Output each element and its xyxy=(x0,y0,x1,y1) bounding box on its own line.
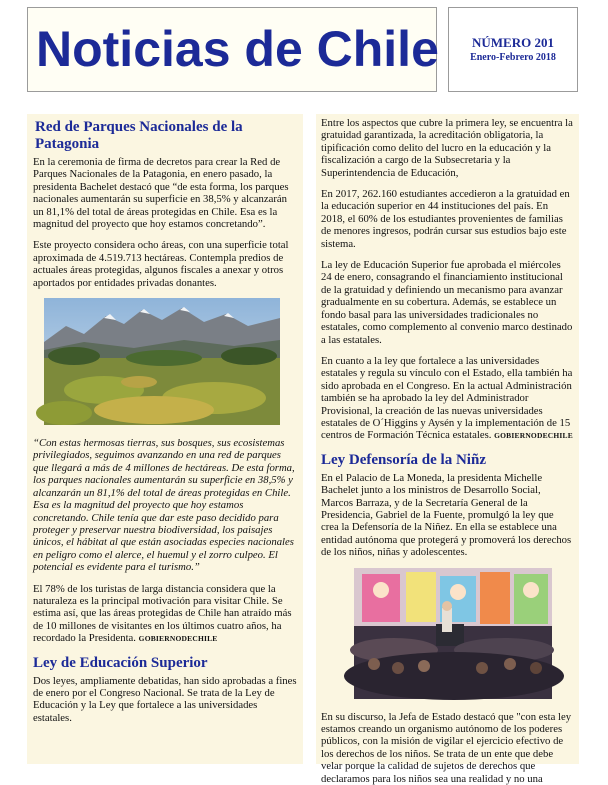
article-paragraph: Dos leyes, ampliamente debatidas, han sido aprobadas a fines de enero por el Congreso Nacional. Se trata de la Ley de Educación y la Ley que fortalece a las universidades estatales. xyxy=(33,674,297,724)
right-column xyxy=(316,114,579,785)
article-paragraph: En el Palacio de La Moneda, la presidenta Michelle Bachelet junto a los ministros de Desarrollo Social, Marcos Barraza, y de la Secretaría General de la Presidencia, Gabriel de la Fuente, promulgó la ley que crea la Defensoría de la Niñez. En ella se establece una entidad autónoma que protegerá y promoverá los derechos de los niños, niñas y adolescentes. xyxy=(321,471,572,559)
article-paragraph: En la ceremonia de firma de decretos para crear la Red de Parques Nacionales de la Patagonia, en enero pasado, la presidenta Bachelet destacó que “de esta forma, los parques nacionales aumentarán su superficie en 38,5% y alcanzarán un 81,1% del total de áreas protegidas en Chile. Esa es la magnitud del proyecto que hoy estamos concretando”. xyxy=(33,156,289,231)
article-paragraph: En su discurso, la Jefa de Estado destacó que "con esta ley estamos creando un organismo autónomo de los poderes públicos, con la misión de vigilar el ejercicio efectivo de los derechos de los niños. Se trata de un ente que debe velar porque la calidad de sujetos de derechos que declaramos para los niños sea una realidad y no una xyxy=(321,710,572,785)
issue-date: Enero-Febrero 2018 xyxy=(470,52,556,63)
source-credit: GOBIERNODECHILE xyxy=(138,634,218,644)
article-paragraph-text: En cuanto a la ley que fortalece a las universidades estatales y regula su vínculo con el Estado, ella también ha sido aprobada en el Congreso. En la actual Administración también se ha aprobado la ley del Administrador Provisional, la creación de las nuevas universidades estatales de O´Higgins y Aysén y la implementación de 15 centros de Formación Técnica estatales. xyxy=(321,354,573,442)
article-paragraph-text: El 78% de los turistas de larga distancia considera que la naturaleza es la principal motivación para visitar Chile. Se estima así, que las áreas protegidas de Chile han atraído más de 10 millones de visitantes en los últimos cuatro años, ha recordado la Presidenta. xyxy=(33,582,292,645)
patagonia-landscape-photo xyxy=(44,298,280,425)
source-credit: GOBIERNODECHILE xyxy=(494,431,573,441)
article-heading-defensoria: Ley Defensoría de la Niñz xyxy=(321,451,486,468)
issue-number: NÚMERO 201 xyxy=(472,35,554,50)
article-paragraph: Entre los aspectos que cubre la primera ley, se encuentra la gratuidad garantizada, la acreditación obligatoria, la tipificación como delito del lucro en la educación y la fiscalización a cargo de la Subsecretaria y la Superintendencia de Educación, xyxy=(321,117,573,179)
article-heading-parques: Red de Parques Nacionales de la Patagonia xyxy=(35,119,243,152)
left-column xyxy=(27,114,303,764)
newsletter-title: Noticias de Chile xyxy=(36,21,439,77)
article-quote: “Con estas hermosas tierras, sus bosques, sus ecosistemas privilegiados, seguimos avanzando en una red de parques que llegará a más de 4 millones de hectáreas. De esta forma, los parques nacionales aumentarán su superficie en 38,5% y alcanzarán un 81,1% del total de áreas protegidas en Chile. Esa es la magnitud del proyecto que hoy estamos concretando. Chile tenía que dar este paso decidido para proteger y preservar nuestra biodiversidad, los paisajes únicos, el hábitat al que están asociadas especies nacionales en peligro como el alerce, el huemul y el zorro culpeo. El potencial es evidente para el turismo.” xyxy=(33,437,295,574)
masthead xyxy=(27,7,437,92)
ceremony-photo xyxy=(354,568,552,699)
article-paragraph xyxy=(321,355,574,443)
article-paragraph: La ley de Educación Superior fue aprobada el miércoles 24 de enero, consagrando el financiamiento institucional de la gratuidad y definiendo un mecanismo para avanzar gradualmente en su cobertura. Además, se establece un fondo basal para las universidades tradicionales no estatales, como complemento al convenio marco destinado a las estatales. xyxy=(321,259,573,346)
article-heading-educacion: Ley de Educación Superior xyxy=(33,654,208,671)
article-paragraph xyxy=(33,583,297,646)
article-paragraph: Este proyecto considera ocho áreas, con una superficie total aproximada de 4.519.713 hectáreas. Contempla predios de actuales áreas protegidas, algunos fiscales a anexar y otros aportados por entidades privadas donantes. xyxy=(33,239,289,289)
issue-box xyxy=(448,7,578,92)
article-paragraph: En 2017, 262.160 estudiantes accedieron a la gratuidad en la educación superior en 44 instituciones del país. En 2018, el 60% de los estudiantes provenientes de familias de menores ingresos, podrán cursar sus estudios bajo este sistema. xyxy=(321,188,570,250)
